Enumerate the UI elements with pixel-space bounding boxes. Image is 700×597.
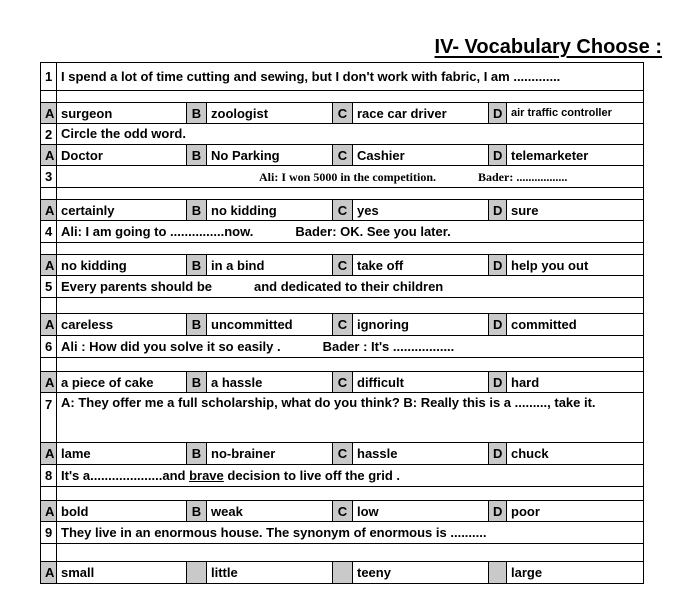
option-text[interactable]: zoologist	[207, 103, 333, 124]
option-text[interactable]: a piece of cake	[57, 372, 187, 393]
question-number: 1	[41, 63, 57, 91]
option-letter: B	[187, 145, 207, 166]
option-text[interactable]: no-brainer	[207, 443, 333, 465]
option-text[interactable]: hard	[507, 372, 644, 393]
option-letter	[333, 562, 353, 584]
options-row	[41, 103, 644, 124]
option-letter: B	[187, 501, 207, 522]
option-text[interactable]: telemarketer	[507, 145, 644, 166]
option-letter: C	[333, 314, 353, 336]
option-text[interactable]: surgeon	[57, 103, 187, 124]
option-text[interactable]: chuck	[507, 443, 644, 465]
option-text[interactable]: certainly	[57, 200, 187, 221]
question-row	[41, 276, 644, 298]
question-text	[57, 166, 644, 188]
option-text[interactable]: yes	[353, 200, 489, 221]
option-letter: D	[489, 314, 507, 336]
option-letter: D	[489, 255, 507, 276]
question-row	[41, 166, 644, 188]
question-number: 4	[41, 221, 57, 243]
option-text[interactable]: take off	[353, 255, 489, 276]
question-number: 7	[41, 393, 57, 443]
option-letter: B	[187, 443, 207, 465]
option-text[interactable]: no kidding	[207, 200, 333, 221]
question-number: 9	[41, 522, 57, 544]
question-text	[57, 465, 644, 487]
option-letter: A	[41, 103, 57, 124]
options-row	[41, 562, 644, 584]
options-row	[41, 200, 644, 221]
option-text[interactable]: in a bind	[207, 255, 333, 276]
option-text[interactable]: No Parking	[207, 145, 333, 166]
question-part-a: Ali: I am going to ...............now.	[61, 223, 254, 239]
option-letter: D	[489, 145, 507, 166]
option-text[interactable]: teeny	[353, 562, 489, 584]
options-row	[41, 314, 644, 336]
option-letter: A	[41, 145, 57, 166]
option-text[interactable]: hassle	[353, 443, 489, 465]
option-text[interactable]: air traffic controller	[507, 103, 644, 124]
options-row	[41, 501, 644, 522]
question-number: 2	[41, 124, 57, 145]
question-text: They live in an enormous house. The synonym of enormous is ..........	[57, 522, 644, 544]
option-text[interactable]: lame	[57, 443, 187, 465]
underlined-word: brave	[189, 467, 224, 483]
option-letter: B	[187, 200, 207, 221]
option-text[interactable]: no kidding	[57, 255, 187, 276]
worksheet-title: IV- Vocabulary Choose :	[434, 36, 662, 58]
option-letter: B	[187, 314, 207, 336]
option-text[interactable]: sure	[507, 200, 644, 221]
option-letter: B	[187, 372, 207, 393]
option-text[interactable]: weak	[207, 501, 333, 522]
option-letter: D	[489, 443, 507, 465]
question-row	[41, 522, 644, 544]
option-letter: A	[41, 255, 57, 276]
option-text[interactable]: low	[353, 501, 489, 522]
option-text[interactable]: Cashier	[353, 145, 489, 166]
option-letter: C	[333, 372, 353, 393]
question-number: 6	[41, 336, 57, 358]
option-letter	[187, 562, 207, 584]
question-part-b: Bader: OK. See you later.	[295, 223, 451, 239]
question-row	[41, 393, 644, 443]
option-text[interactable]: ignoring	[353, 314, 489, 336]
question-text: Circle the odd word.	[57, 124, 644, 145]
option-letter: C	[333, 103, 353, 124]
options-row	[41, 145, 644, 166]
option-text[interactable]: help you out	[507, 255, 644, 276]
option-text[interactable]: poor	[507, 501, 644, 522]
option-letter: C	[333, 443, 353, 465]
option-text[interactable]: bold	[57, 501, 187, 522]
option-letter: B	[187, 103, 207, 124]
question-part-a: Ali: I won 5000 in the competition.	[259, 169, 436, 184]
question-text	[57, 221, 644, 243]
question-number: 5	[41, 276, 57, 298]
option-letter: C	[333, 200, 353, 221]
option-letter: D	[489, 103, 507, 124]
option-text[interactable]: a hassle	[207, 372, 333, 393]
question-row	[41, 336, 644, 358]
options-row	[41, 443, 644, 465]
question-row	[41, 465, 644, 487]
question-text: I spend a lot of time cutting and sewing, but I don't work with fabric, I am .............	[57, 63, 644, 91]
option-letter: D	[489, 501, 507, 522]
question-part-b: Bader: .................	[478, 169, 568, 184]
option-text[interactable]: careless	[57, 314, 187, 336]
option-text[interactable]: race car driver	[353, 103, 489, 124]
question-text	[57, 276, 644, 298]
option-text[interactable]: little	[207, 562, 333, 584]
vocabulary-table	[40, 62, 644, 584]
option-letter: A	[41, 501, 57, 522]
question-part-b: and dedicated to their children	[254, 278, 444, 294]
option-letter: A	[41, 372, 57, 393]
question-number: 3	[41, 166, 57, 188]
options-row	[41, 255, 644, 276]
option-letter: B	[187, 255, 207, 276]
options-row	[41, 372, 644, 393]
option-letter: C	[333, 501, 353, 522]
option-letter: D	[489, 372, 507, 393]
option-text[interactable]: small	[57, 562, 187, 584]
question-row	[41, 221, 644, 243]
option-text[interactable]: Doctor	[57, 145, 187, 166]
question-text: A: They offer me a full scholarship, what do you think? B: Really this is a ........., take it.	[57, 393, 644, 443]
option-text[interactable]: committed	[507, 314, 644, 336]
question-row	[41, 63, 644, 91]
option-letter: A	[41, 443, 57, 465]
question-part-a: It's a....................and	[61, 467, 190, 483]
question-text	[57, 336, 644, 358]
question-row	[41, 124, 644, 145]
option-letter: C	[333, 145, 353, 166]
option-text[interactable]: uncommitted	[207, 314, 333, 336]
option-letter: C	[333, 255, 353, 276]
option-letter: A	[41, 200, 57, 221]
question-part-b: Bader : It's .................	[322, 338, 455, 354]
question-part-a: Ali : How did you solve it so easily .	[61, 338, 281, 354]
option-letter: D	[489, 200, 507, 221]
question-number: 8	[41, 465, 57, 487]
question-part-a: Every parents should be	[61, 278, 212, 294]
option-text[interactable]: difficult	[353, 372, 489, 393]
option-text[interactable]: large	[507, 562, 644, 584]
option-letter: A	[41, 562, 57, 584]
option-letter	[489, 562, 507, 584]
question-part-b: decision to live off the grid .	[223, 467, 401, 483]
option-letter: A	[41, 314, 57, 336]
